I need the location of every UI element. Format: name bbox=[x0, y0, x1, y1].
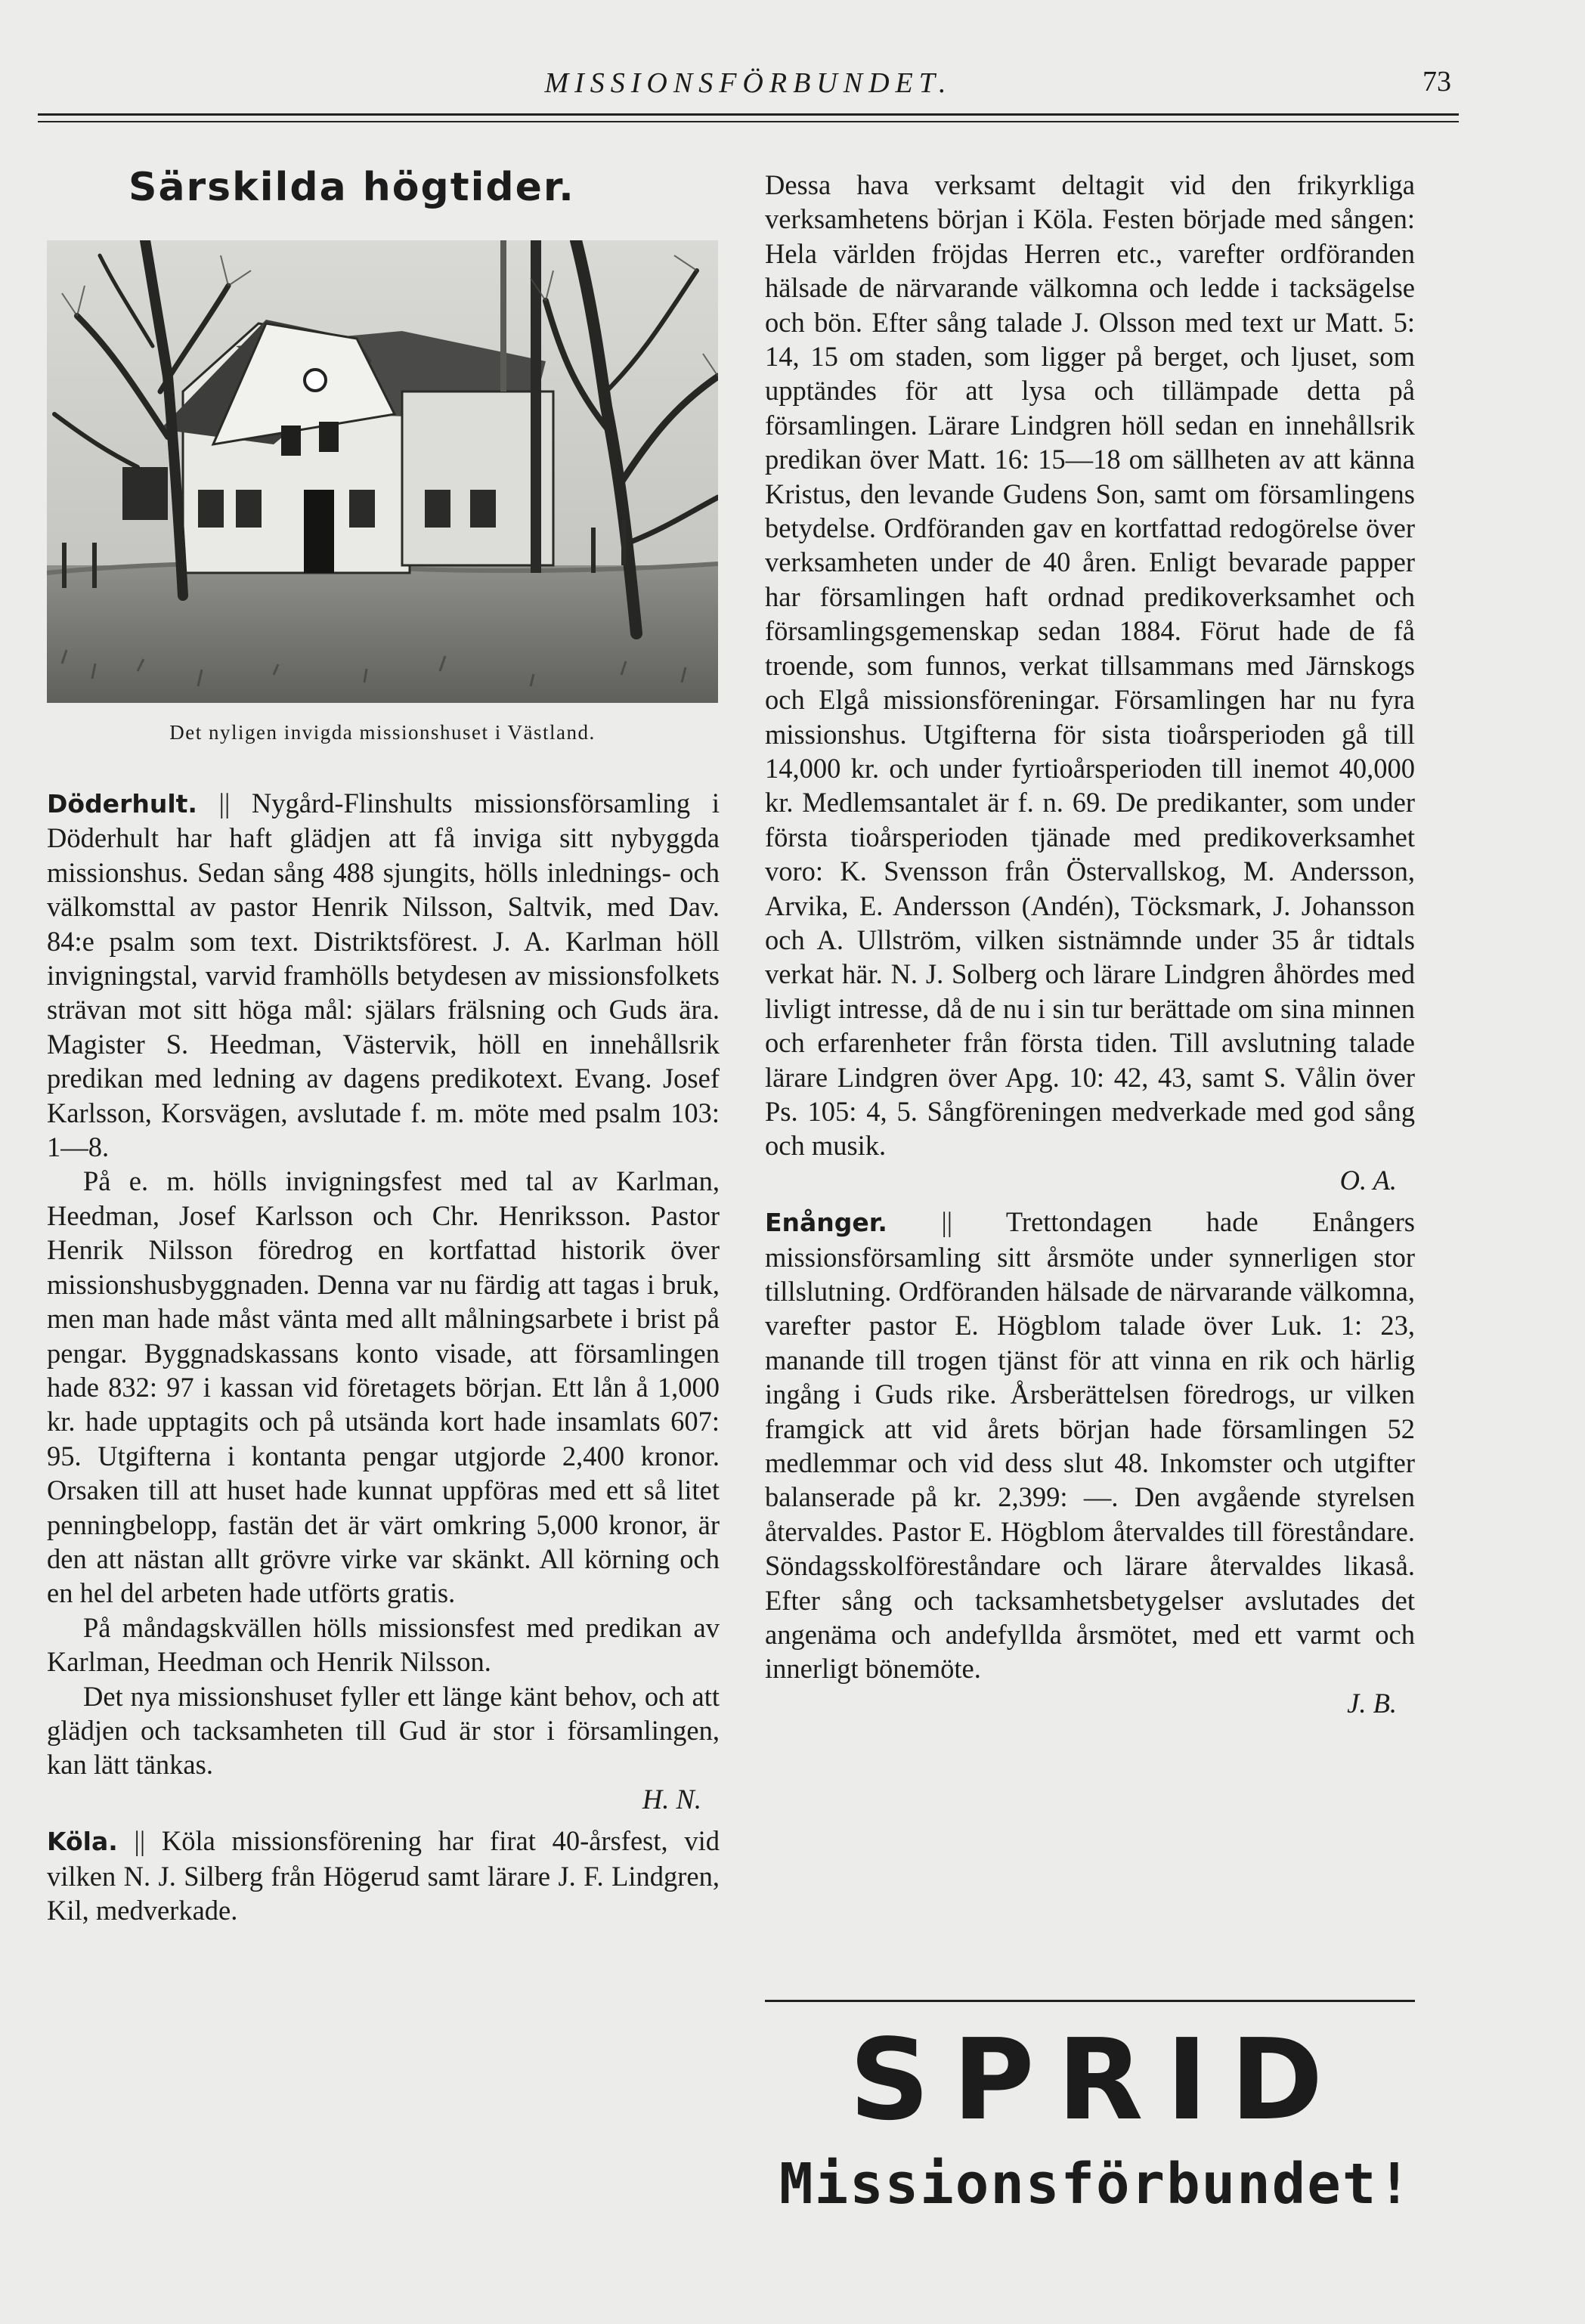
section-title: Särskilda högtider. bbox=[128, 165, 575, 210]
doderhult-text: || Nygård-Flinshults missionsförsamling i Döderhult har haft glädjen att få inviga sitt nybyggda missionshus. Sedan sång 488 sjungits, hölls inlednings- och välkomsttal av pastor Henrik Nilsson, Saltvik, med Dav. 84:e psalm som text. Distriktsförest. J. A. Karlman höll invigningstal, varvid framhölls betydesen av missionsfolkets strävan mot sitt höga mål: själars frälsning och Guds ära. Magister S. Heedman, Västervik, höll en innehållsrik predikan med ledning av dagens predikotext. Evang. Josef Karlsson, Korsvägen, avslutade f. m. möte med psalm 103: 1—8. bbox=[47, 788, 720, 1163]
kola-continued-paragraph: Dessa hava verksamt deltagit vid den frikyrkliga verksamhetens början i Köla. Festen började med sången: Hela världen fröjdas Herren etc., varefter ordföranden hälsade de närvarande välkomna och ledde i tacksägelse och bön. Efter sång talade J. Olsson med text ur Matt. 5: 14, 15 om staden, som ligger på berget, och ljuset, som upptändes för att lysa och tillämpade detta på församlingen. Lärare Lindgren höll sedan en innehållsrik predikan över Matt. 16: 15—18 om sällheten av att känna Kristus, den levande Gudens Son, samt om församlingens betydelse. Ordföranden gav en kortfattad redogörelse över verksamheten under de 40 åren. Enligt bevarade papper har församlingen haft ordnad predikoverksamhet och församlingsgemenskap sedan 1884. Förut hade de få troende, som funnos, verkat tillsammans med Järnskogs och Elgå missionsföreningar. Församlingen har nu fyra missionshus. Utgifterna för sista tioårsperioden gå till 14,000 kr. och under fyrtioårsperioden till inemot 40,000 kr. Medlemsantalet är f. n. 69. De predikanter, som under första tioårsperioden tjänade med predikoverksamhet voro: K. Svensson från Östervallskog, M. Andersson, Arvika, E. Andersson (Andén), Töcksmark, J. Johansson och A. Ullström, vilken sistnämnde under 35 år tidtals verkat här. N. J. Solberg och lärare Lindgren åhördes med livligt intresse, då de nu i sin tur berättade om sina minnen och erfarenheter från första tiden. Till avslutning talade lärare Lindgren över Apg. 10: 42, 43, samt S. Vålin över Ps. 105: 4, 5. Sångföreningen medverkade med god sång och musik. bbox=[765, 169, 1415, 1162]
mission-house-photo bbox=[47, 240, 718, 703]
kola-paragraph bbox=[47, 1824, 720, 1927]
enanger-text: || Trettondagen hade Enångers missionsförsamling sitt årsmöte under synnerligen stor tillslutning. Ordföranden hälsade de närvarande välkomna, varefter pastor E. Högblom talade över Luk. 1: 23, manande till trogen tjänst för att vinna en rik och härlig ingång i Guds rike. Årsberättelsen föredrogs, ur vilken framgick att vid årets början hade församlingen 52 medlemmar och vid dess slut 48. Inkomster och utgifter balanserade på kr. 2,399: —. Den avgående styrelsen återvaldes. Pastor E. Högblom återvaldes till föreståndare. Söndagsskolföreståndare och lärare återvaldes likaså. Efter sång och tacksamhetsbetygelser avslutades det angenäma och andefyllda årsmötet, med ett varmt och innerligt bönemöte. bbox=[765, 1206, 1415, 1685]
doderhult-paragraph bbox=[47, 786, 720, 1164]
left-column bbox=[47, 786, 720, 1927]
right-column bbox=[765, 168, 1415, 1720]
advert-rule bbox=[765, 2000, 1415, 2002]
advert-subline: Missionsförbundet! bbox=[779, 2152, 1413, 2217]
doderhult-paragraph-2: På e. m. hölls invigningsfest med tal av Karlman, Heedman, Josef Karlsson och Chr. Henriksson. Pastor Henrik Nilsson föredrog en kortfattad historik över missionshusbyggnaden. Denna var nu färdig att tagas i bruk, men man hade måst vänta med allt målningsarbete i brist på pengar. Byggnadskassans konto visade, att församlingen hade 832: 97 i kassan vid företagets början. Ett lån å 1,000 kr. hade upptagits och på utsända kort hade insamlats 607: 95. Utgifterna i kontanta pengar utgjorde 2,400 kronor. Orsaken till att huset hade kunnat uppföras med ett så litet penningbelopp, fastän det är värt omkring 5,000 kronor, är den att nästan allt grövre virke var skänkt. All körning och en hel del arbeten hade utförts gratis. bbox=[47, 1165, 720, 1609]
kola-signature: O. A. bbox=[1339, 1164, 1397, 1196]
page-header bbox=[38, 67, 1459, 119]
mission-house-image bbox=[47, 240, 718, 703]
advert-headline: SPRID bbox=[849, 2015, 1346, 2145]
page-number: 73 bbox=[1422, 66, 1451, 97]
doderhult-paragraph-4: Det nya missionshuset fyller ett länge känt behov, och att glädjen och tacksamheten till Gud är stor i församlingen, kan lätt tänkas. bbox=[47, 1680, 720, 1781]
enanger-heading: Enånger. bbox=[765, 1208, 887, 1238]
kola-heading: Köla. bbox=[47, 1827, 118, 1857]
doderhult-heading: Döderhult. bbox=[47, 789, 197, 819]
header-rule-thick bbox=[38, 113, 1459, 116]
header-rule-thin bbox=[38, 121, 1459, 122]
doderhult-signature: H. N. bbox=[642, 1783, 701, 1815]
photo-caption: Det nyligen invigda missionshuset i Västland. bbox=[169, 721, 596, 744]
enanger-signature: J. B. bbox=[1347, 1687, 1397, 1719]
journal-title: MISSIONSFÖRBUNDET. bbox=[544, 67, 952, 99]
enanger-paragraph bbox=[765, 1205, 1415, 1686]
kola-text: || Köla missionsförening har firat 40-årsfest, vid vilken N. J. Silberg från Högerud samt lärare J. F. Lindgren, Kil, medverkade. bbox=[47, 1825, 720, 1926]
doderhult-paragraph-3: På måndagskvällen hölls missionsfest med predikan av Karlman, Heedman och Henrik Nilsson. bbox=[47, 1611, 720, 1678]
